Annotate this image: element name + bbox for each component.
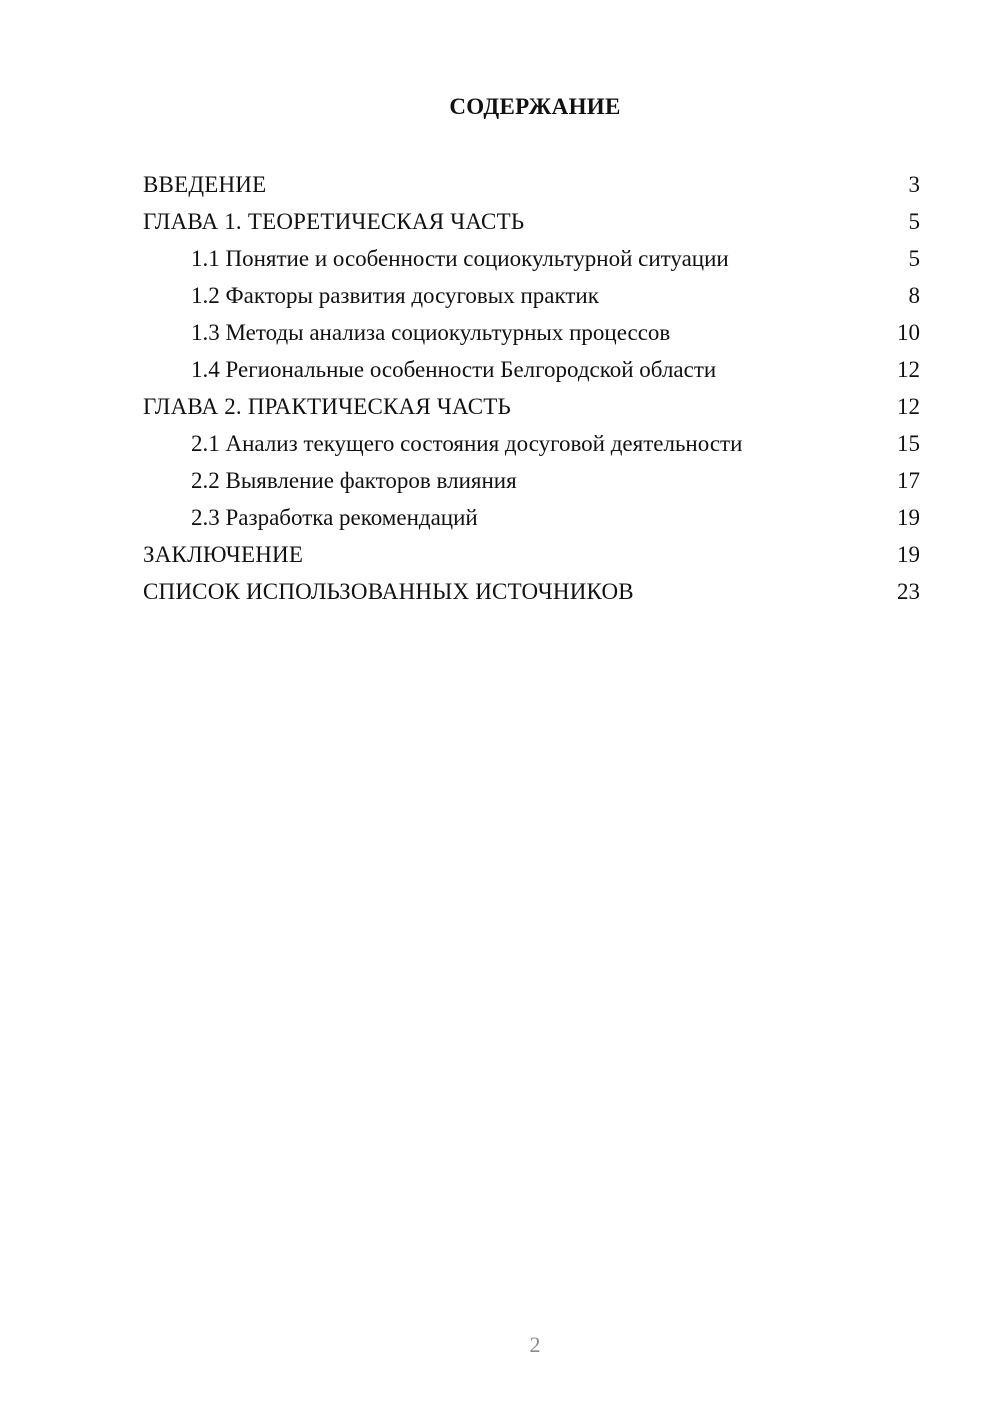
toc-entry-page: 19 bbox=[897, 542, 920, 567]
toc-entry-page: 5 bbox=[908, 209, 920, 234]
toc-entry-label: 1.2 Факторы развития досуговых практик bbox=[191, 283, 599, 308]
toc-entry-label: 2.3 Разработка рекомендаций bbox=[191, 505, 478, 530]
toc-entry bbox=[143, 425, 920, 462]
toc-entry-label: ГЛАВА 2. ПРАКТИЧЕСКАЯ ЧАСТЬ bbox=[143, 394, 511, 419]
toc-entry-label: 1.3 Методы анализа социокультурных процессов bbox=[191, 320, 671, 345]
toc-entry-label: ЗАКЛЮЧЕНИЕ bbox=[143, 542, 304, 567]
toc-entry-label: 1.4 Региональные особенности Белгородской области bbox=[191, 357, 717, 382]
toc-entry-label: СПИСОК ИСПОЛЬЗОВАННЫХ ИСТОЧНИКОВ bbox=[143, 579, 634, 604]
toc-entry bbox=[143, 203, 920, 240]
toc-entry-label: 1.1 Понятие и особенности социокультурной ситуации bbox=[191, 246, 729, 271]
toc-entry-page: 23 bbox=[897, 579, 920, 604]
toc-entry-label: 2.1 Анализ текущего состояния досуговой деятельности bbox=[191, 431, 743, 456]
toc-entry-page: 8 bbox=[908, 283, 920, 308]
toc-entry bbox=[143, 462, 920, 499]
toc-entry bbox=[143, 536, 920, 573]
toc-entry-label: ВВЕДЕНИЕ bbox=[143, 172, 267, 197]
toc-entry bbox=[143, 388, 920, 425]
toc-entry bbox=[143, 240, 920, 277]
toc-entry-page: 3 bbox=[908, 172, 920, 197]
toc-entry-page: 12 bbox=[897, 357, 920, 382]
toc-entry-page: 12 bbox=[897, 394, 920, 419]
page-number: 2 bbox=[529, 1332, 541, 1357]
toc-entry-page: 10 bbox=[897, 320, 920, 345]
toc-entry bbox=[143, 499, 920, 536]
toc-entry-page: 5 bbox=[908, 246, 920, 271]
toc-entry bbox=[143, 314, 920, 351]
toc-entry-label: 2.2 Выявление факторов влияния bbox=[191, 468, 517, 493]
toc-entry-label: ГЛАВА 1. ТЕОРЕТИЧЕСКАЯ ЧАСТЬ bbox=[143, 209, 525, 234]
table-of-contents bbox=[143, 166, 920, 610]
toc-entry-page: 17 bbox=[897, 468, 920, 493]
toc-entry-page: 19 bbox=[897, 505, 920, 530]
toc-entry bbox=[143, 277, 920, 314]
page-title: СОДЕРЖАНИЕ bbox=[449, 94, 621, 119]
toc-entry-page: 15 bbox=[897, 431, 920, 456]
toc-entry bbox=[143, 351, 920, 388]
toc-entry bbox=[143, 166, 920, 203]
toc-entry bbox=[143, 573, 920, 610]
